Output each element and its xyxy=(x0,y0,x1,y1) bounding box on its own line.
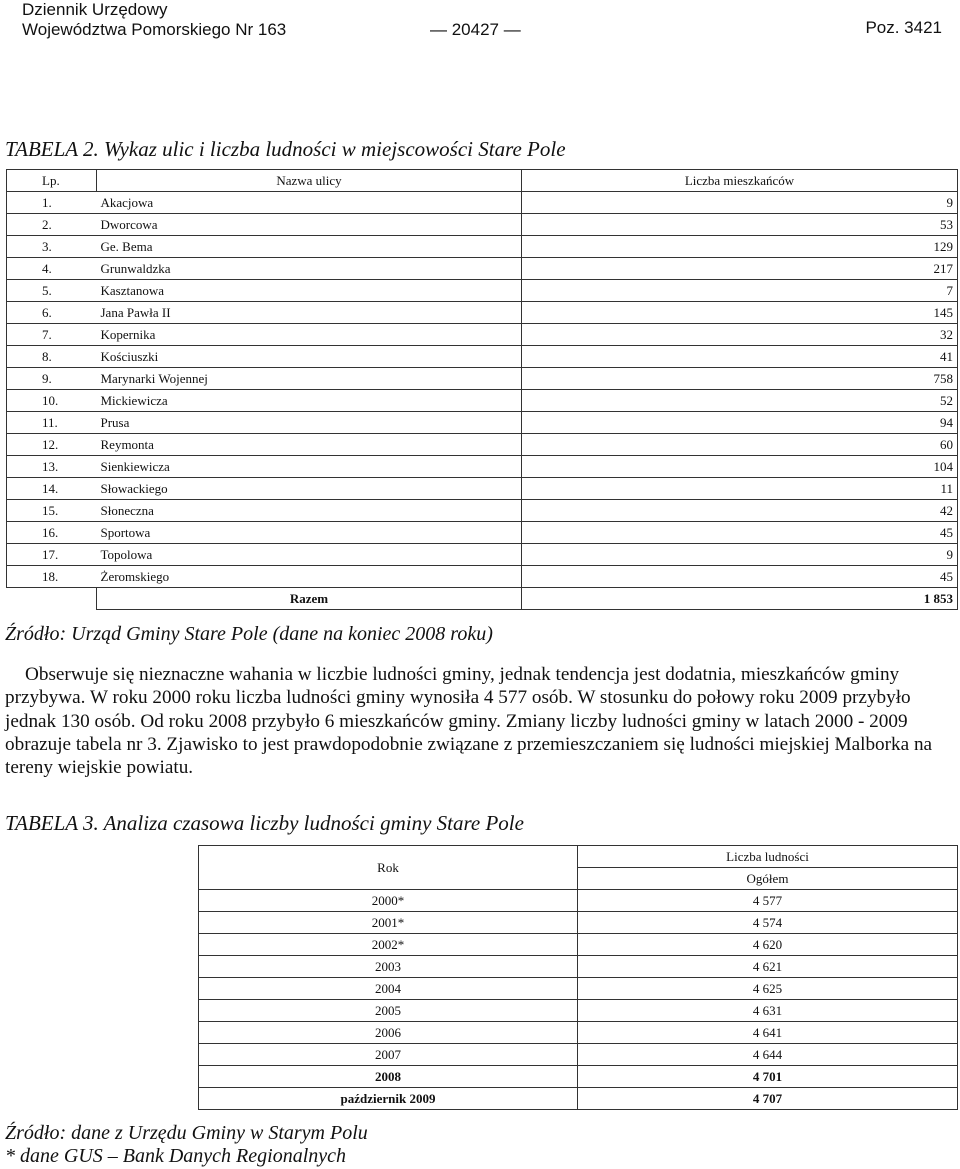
row-year: 2005 xyxy=(199,1000,578,1022)
row-street: Topolowa xyxy=(97,544,522,566)
journal-title xyxy=(22,0,286,40)
table-row xyxy=(199,1022,958,1044)
table-row xyxy=(7,412,958,434)
table-row xyxy=(7,566,958,588)
streets-table xyxy=(6,169,958,610)
table-row xyxy=(199,912,958,934)
row-lp: 3. xyxy=(7,236,97,258)
row-residents: 42 xyxy=(522,500,958,522)
table-row xyxy=(7,522,958,544)
row-residents: 60 xyxy=(522,434,958,456)
row-residents: 104 xyxy=(522,456,958,478)
table3-caption: TABELA 3. Analiza czasowa liczby ludności gminy Stare Pole xyxy=(5,811,524,835)
row-street: Dworcowa xyxy=(97,214,522,236)
row-residents: 11 xyxy=(522,478,958,500)
row-street: Mickiewicza xyxy=(97,390,522,412)
table-row xyxy=(199,1000,958,1022)
row-lp: 13. xyxy=(7,456,97,478)
row-population: 4 631 xyxy=(578,1000,958,1022)
column-header-residents: Liczba mieszkańców xyxy=(522,170,958,192)
row-street: Kopernika xyxy=(97,324,522,346)
position-number: Poz. 3421 xyxy=(865,18,942,37)
table-row xyxy=(199,1066,958,1088)
row-street: Prusa xyxy=(97,412,522,434)
row-lp: 11. xyxy=(7,412,97,434)
table-row xyxy=(7,236,958,258)
row-residents: 53 xyxy=(522,214,958,236)
row-residents: 145 xyxy=(522,302,958,324)
row-population: 4 641 xyxy=(578,1022,958,1044)
row-lp: 9. xyxy=(7,368,97,390)
row-residents: 9 xyxy=(522,192,958,214)
row-street: Akacjowa xyxy=(97,192,522,214)
row-year: 2001* xyxy=(199,912,578,934)
row-residents: 45 xyxy=(522,566,958,588)
table-row xyxy=(199,978,958,1000)
total-label: Razem xyxy=(97,588,522,610)
table-row xyxy=(7,192,958,214)
table-row xyxy=(199,934,958,956)
table-row xyxy=(7,324,958,346)
row-street: Słowackiego xyxy=(97,478,522,500)
row-population: 4 621 xyxy=(578,956,958,978)
table-row xyxy=(7,258,958,280)
row-street: Kasztanowa xyxy=(97,280,522,302)
table-row xyxy=(7,346,958,368)
blank-cell xyxy=(7,588,97,610)
body-paragraph-text: Obserwuje się nieznaczne wahania w liczbie ludności gminy, jednak tendencja jest dodatnia, mieszkańców gminy przybywa. W roku 2000 roku liczba ludności gminy wynosiła 4 577 osób. W stosunku do połowy roku 2009 przybyło jednak 130 osób. Od roku 2008 przybyło 6 mieszkańców gminy. Zmiany liczby ludności gminy w latach 2000 - 2009 obrazuje tabela nr 3. Zjawisko to jest prawdopodobnie związane z przemieszczaniem się ludności miejskiej Malborka na tereny wiejskie powiatu. xyxy=(5,664,933,779)
table-row xyxy=(7,500,958,522)
row-population: 4 620 xyxy=(578,934,958,956)
table-row xyxy=(199,1044,958,1066)
row-year: 2000* xyxy=(199,890,578,912)
page-number: — 20427 — xyxy=(430,20,521,39)
row-street: Jana Pawła II xyxy=(97,302,522,324)
row-year: 2004 xyxy=(199,978,578,1000)
row-residents: 32 xyxy=(522,324,958,346)
row-population: 4 644 xyxy=(578,1044,958,1066)
row-population: 4 707 xyxy=(578,1088,958,1110)
row-street: Sportowa xyxy=(97,522,522,544)
row-residents: 758 xyxy=(522,368,958,390)
row-population: 4 625 xyxy=(578,978,958,1000)
row-lp: 16. xyxy=(7,522,97,544)
row-street: Marynarki Wojennej xyxy=(97,368,522,390)
row-street: Sienkiewicza xyxy=(97,456,522,478)
table-header-row xyxy=(7,170,958,192)
table-header-row xyxy=(199,846,958,868)
row-residents: 94 xyxy=(522,412,958,434)
row-lp: 2. xyxy=(7,214,97,236)
row-lp: 18. xyxy=(7,566,97,588)
row-year: październik 2009 xyxy=(199,1088,578,1110)
row-residents: 9 xyxy=(522,544,958,566)
table-row xyxy=(7,434,958,456)
row-year: 2006 xyxy=(199,1022,578,1044)
row-year: 2002* xyxy=(199,934,578,956)
row-residents: 7 xyxy=(522,280,958,302)
body-paragraph xyxy=(5,663,957,779)
row-lp: 7. xyxy=(7,324,97,346)
column-header-lp: Lp. xyxy=(7,170,97,192)
row-street: Żeromskiego xyxy=(97,566,522,588)
row-street: Słoneczna xyxy=(97,500,522,522)
table-row xyxy=(7,456,958,478)
row-street: Grunwaldzka xyxy=(97,258,522,280)
table-total-row xyxy=(7,588,958,610)
column-header-street: Nazwa ulicy xyxy=(97,170,522,192)
column-header-total: Ogółem xyxy=(578,868,958,890)
row-lp: 10. xyxy=(7,390,97,412)
table-row xyxy=(7,478,958,500)
journal-title-line1: Dziennik Urzędowy xyxy=(22,0,168,19)
row-street: Reymonta xyxy=(97,434,522,456)
table-row xyxy=(7,368,958,390)
row-year: 2003 xyxy=(199,956,578,978)
row-lp: 12. xyxy=(7,434,97,456)
row-year: 2008 xyxy=(199,1066,578,1088)
table2-caption: TABELA 2. Wykaz ulic i liczba ludności w miejscowości Stare Pole xyxy=(5,137,566,161)
row-population: 4 701 xyxy=(578,1066,958,1088)
row-lp: 4. xyxy=(7,258,97,280)
journal-title-line2: Województwa Pomorskiego Nr 163 xyxy=(22,20,287,39)
row-street: Kościuszki xyxy=(97,346,522,368)
table-row xyxy=(7,390,958,412)
row-year: 2007 xyxy=(199,1044,578,1066)
table-row xyxy=(7,280,958,302)
row-population: 4 577 xyxy=(578,890,958,912)
table3-footnote: * dane GUS – Bank Danych Regionalnych xyxy=(5,1145,347,1167)
row-lp: 6. xyxy=(7,302,97,324)
row-residents: 41 xyxy=(522,346,958,368)
row-street: Ge. Bema xyxy=(97,236,522,258)
row-lp: 8. xyxy=(7,346,97,368)
row-lp: 14. xyxy=(7,478,97,500)
row-lp: 15. xyxy=(7,500,97,522)
column-header-year: Rok xyxy=(199,846,578,890)
row-lp: 5. xyxy=(7,280,97,302)
row-residents: 45 xyxy=(522,522,958,544)
table-row xyxy=(199,1088,958,1110)
column-header-population: Liczba ludności xyxy=(578,846,958,868)
row-residents: 52 xyxy=(522,390,958,412)
row-lp: 17. xyxy=(7,544,97,566)
table-row xyxy=(199,956,958,978)
population-table xyxy=(198,845,958,1110)
row-population: 4 574 xyxy=(578,912,958,934)
table2-source: Źródło: Urząd Gminy Stare Pole (dane na koniec 2008 roku) xyxy=(5,623,493,645)
row-residents: 129 xyxy=(522,236,958,258)
row-residents: 217 xyxy=(522,258,958,280)
row-lp: 1. xyxy=(7,192,97,214)
table-row xyxy=(7,214,958,236)
table-row xyxy=(7,544,958,566)
total-value: 1 853 xyxy=(522,588,958,610)
table-row xyxy=(199,890,958,912)
table3-source: Źródło: dane z Urzędu Gminy w Starym Polu xyxy=(5,1122,368,1144)
table-row xyxy=(7,302,958,324)
